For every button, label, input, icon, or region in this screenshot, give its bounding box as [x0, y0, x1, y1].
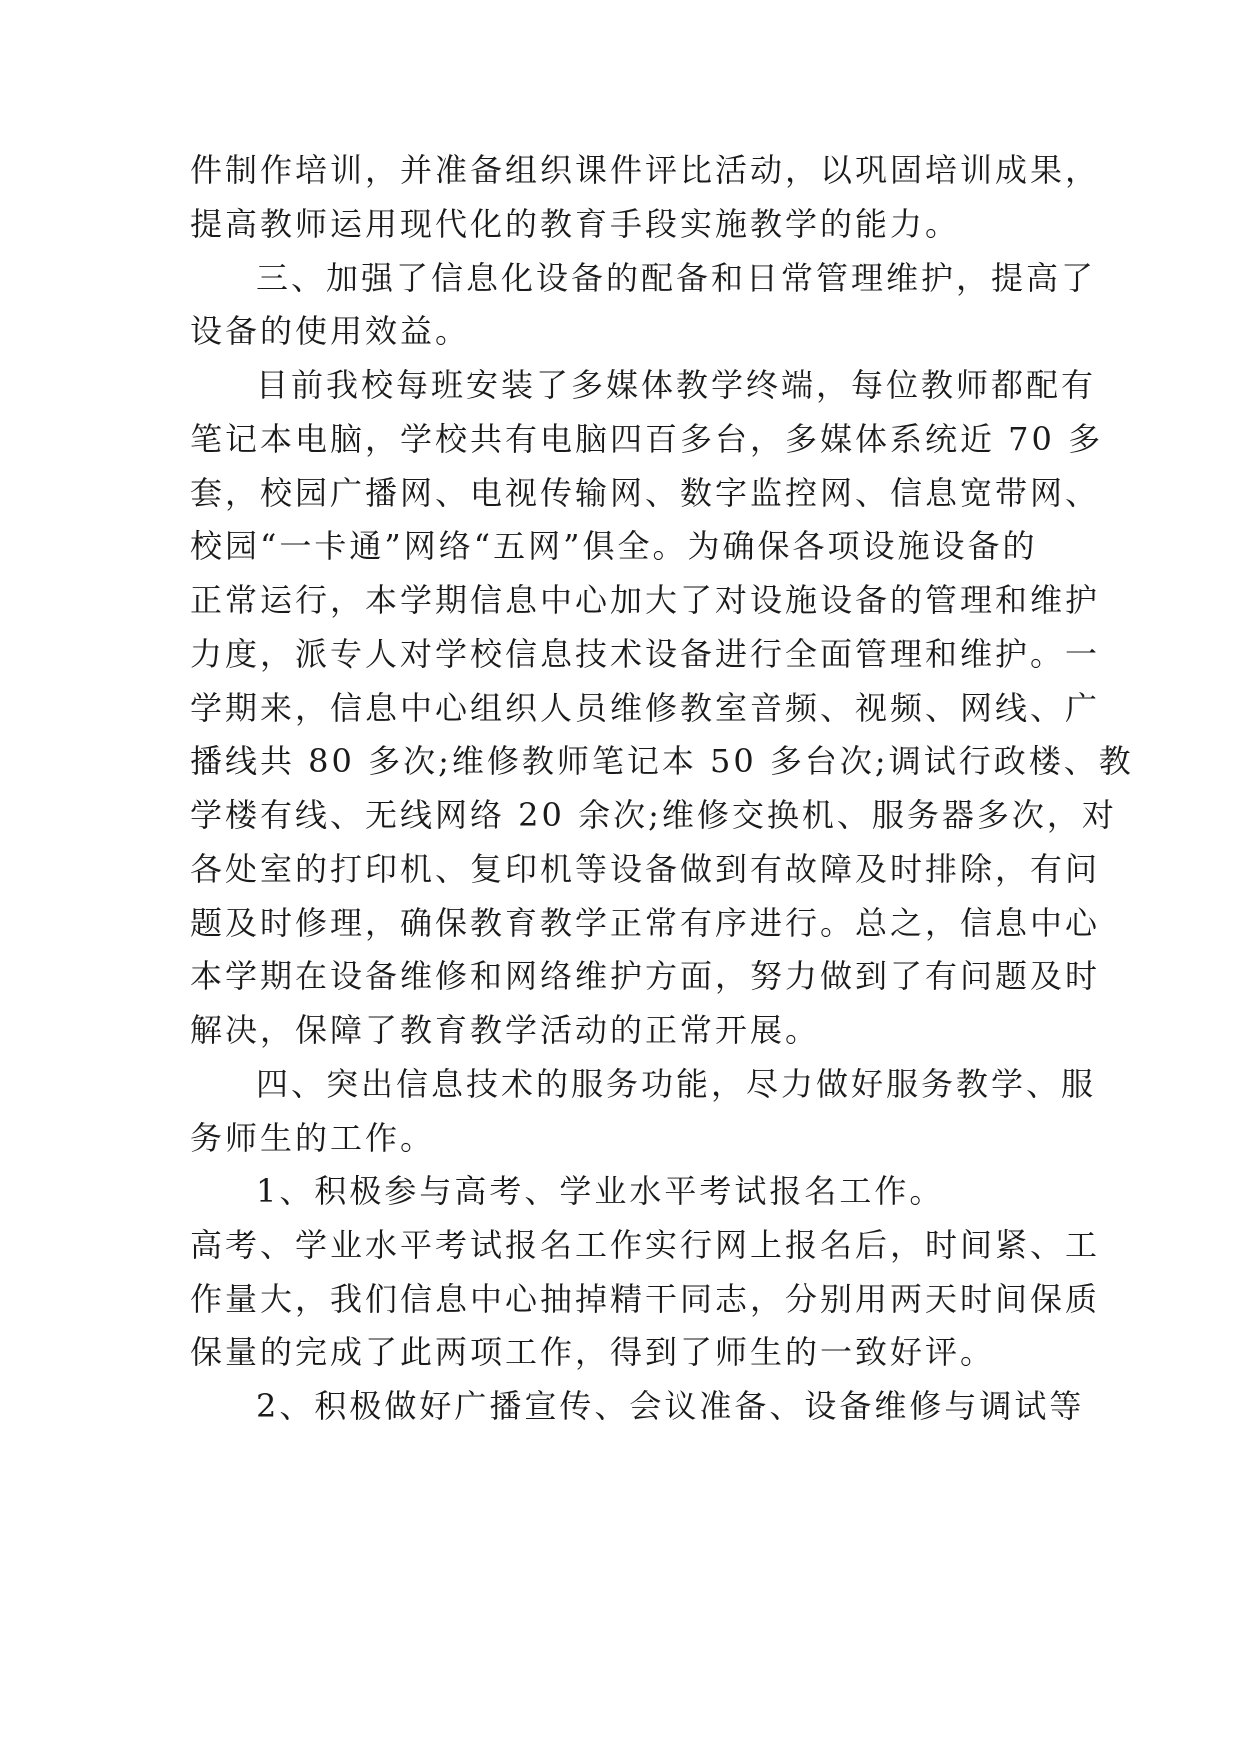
text-line: 播线共 80 多次;维修教师笔记本 50 多台次;调试行政楼、教 [190, 742, 1134, 780]
paragraph-start: 目前我校每班安装了多媒体教学终端，每位教师都配有 [256, 366, 1097, 404]
text-line: 高考、学业水平考试报名工作实行网上报名后，时间紧、工 [190, 1226, 1101, 1264]
text-line: 正常运行，本学期信息中心加大了对设施设备的管理和维护 [190, 581, 1101, 619]
text-line: 提高教师运用现代化的教育手段实施教学的能力。 [190, 205, 961, 243]
text-line: 保量的完成了此两项工作，得到了师生的一致好评。 [190, 1333, 996, 1371]
text-line: 套，校园广播网、电视传输网、数字监控网、信息宽带网、 [190, 474, 1101, 512]
text-line: 务师生的工作。 [190, 1119, 436, 1157]
text-line: 题及时修理，确保教育教学正常有序进行。总之，信息中心 [190, 904, 1101, 942]
text-line: 笔记本电脑，学校共有电脑四百多台，多媒体系统近 70 多 [190, 420, 1104, 458]
section-heading-4: 四、突出信息技术的服务功能，尽力做好服务教学、服 [256, 1065, 1097, 1103]
section-heading-3: 三、加强了信息化设备的配备和日常管理维护，提高了 [256, 259, 1097, 297]
text-line: 学楼有线、无线网络 20 余次;维修交换机、服务器多次，对 [190, 796, 1117, 834]
text-line: 力度，派专人对学校信息技术设备进行全面管理和维护。一 [190, 635, 1101, 673]
text-line: 设备的使用效益。 [190, 312, 471, 350]
text-line: 件制作培训，并准备组织课件评比活动，以巩固培训成果， [190, 151, 1101, 189]
list-item-2: 2、积极做好广播宣传、会议准备、设备维修与调试等 [256, 1387, 1085, 1425]
list-item-1: 1、积极参与高考、学业水平考试报名工作。 [256, 1172, 945, 1210]
text-line: 各处室的打印机、复印机等设备做到有故障及时排除，有问 [190, 850, 1101, 888]
text-line: 作量大，我们信息中心抽掉精干同志，分别用两天时间保质 [190, 1280, 1101, 1318]
text-line: 本学期在设备维修和网络维护方面，努力做到了有问题及时 [190, 957, 1101, 995]
text-line: 解决，保障了教育教学活动的正常开展。 [190, 1011, 821, 1049]
text-line: 校园“一卡通”网络“五网”俱全。为确保各项设施设备的 [190, 527, 1038, 565]
text-line: 学期来，信息中心组织人员维修教室音频、视频、网线、广 [190, 689, 1101, 727]
